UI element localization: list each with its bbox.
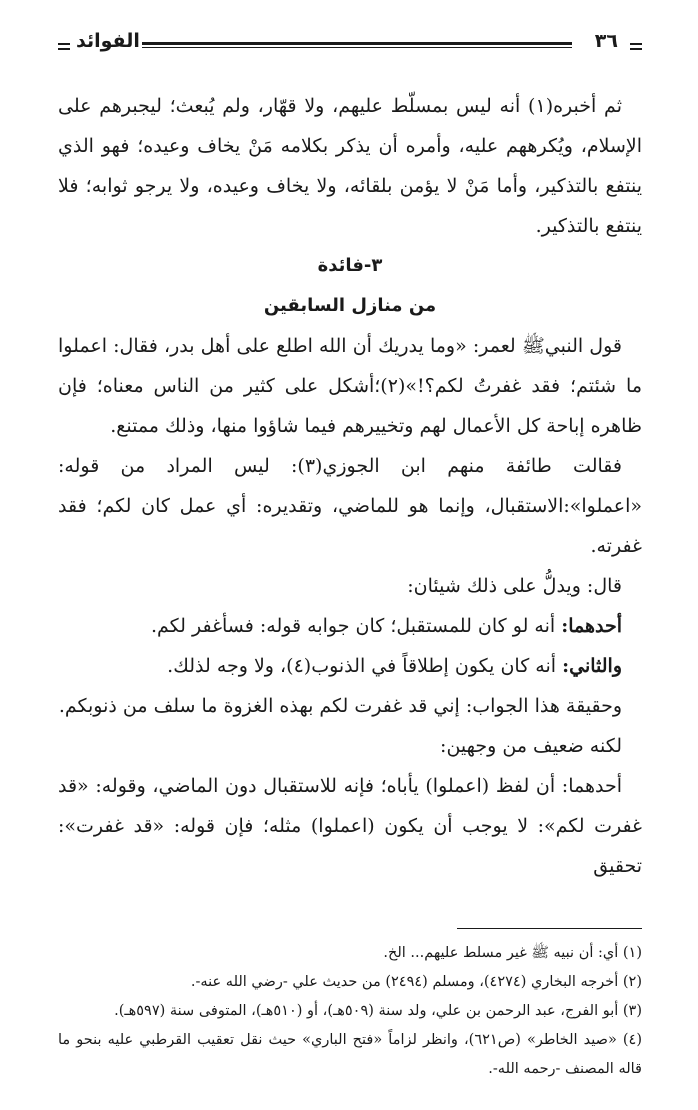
footnote-3: (٣) أبو الفرج، عبد الرحمن بن علي، ولد سنة (٥٠٩هـ)، أو (٥١٠هـ)، المتوفى سنة (٥٩٧هـ). — [114, 1003, 642, 1019]
footnote-1: (١) أي: أن نبيه ﷺ غير مسلط عليهم... الخ. — [383, 945, 642, 961]
paragraph-2: قول النبيﷺ لعمر: «وما يدريك أن الله اطلع على أهل بدر، فقال: اعملوا ما شئتم؛ فقد غفرتُ لكم؟!»(٢)؛أشكل على كثير من الناس معناه؛ فإن ظاهره إباحة كل الأعمال لهم وتخييرهم فيما شاؤوا منها، وذلك ممتنع. — [58, 335, 643, 437]
point-label-first: أحدهما: — [561, 615, 622, 637]
running-title: الفوائد — [76, 30, 140, 52]
paragraph-7: وحقيقة هذا الجواب: إني قد غفرت لكم بهذه الغزوة ما سلف من ذنوبكم. — [58, 695, 622, 717]
book-page — [58, 30, 642, 1084]
main-text — [58, 86, 642, 886]
point-text-first: أنه لو كان للمستقبل؛ كان جوابه قوله: فسأغفر لكم. — [150, 615, 562, 637]
header-right-dash — [630, 43, 642, 45]
paragraph-1: ثم أخبره(١) أنه ليس بمسلّط عليهم، ولا قهّار، ولم يُبعث؛ ليجبرهم على الإسلام، ويُكرههم عليه، وأمره أن يذكر بكلامه مَنْ يخاف وعيده؛ فهو الذي ينتفع بالتذكير، وأما مَنْ لا يؤمن بلقائه، ولا يخاف وعيده، ولا يرجو ثوابه؛ فلا ينتفع بالتذكير. — [58, 95, 642, 237]
point-label-second: والثاني: — [562, 655, 622, 677]
footnote-separator — [457, 928, 642, 929]
page-header — [58, 30, 642, 60]
paragraph-9: أحدهما: أن لفظ (اعملوا) يأباه؛ فإنه للاستقبال دون الماضي، وقوله: «قد غفرت لكم»: لا يوجب أن يكون (اعملوا) مثله؛ فإن قوله: «قد غفرت»: تحقيق — [58, 775, 642, 877]
footnote-4: (٤) «صيد الخاطر» (ص٦٢١)، وانظر لزاماً «فتح الباري» حيث نقل تعقيب القرطبي عليه بنحو ما قاله المصنف -رحمه الله-. — [58, 1032, 642, 1077]
paragraph-8: لكنه ضعيف من وجهين: — [440, 735, 622, 757]
paragraph-6 — [58, 646, 642, 686]
footnote-2: (٢) أخرجه البخاري (٤٢٧٤)، ومسلم (٢٤٩٤) من حديث علي -رضي الله عنه-. — [190, 974, 642, 990]
point-text-second: أنه كان يكون إطلاقاً في الذنوب(٤)، ولا وجه لذلك. — [167, 655, 563, 677]
paragraph-4: قال: ويدلُّ على ذلك شيئان: — [407, 575, 622, 597]
section-number-heading: ٣-فائدة — [317, 255, 383, 276]
header-rule — [142, 42, 572, 45]
footnotes — [58, 939, 642, 1084]
page-number: ٣٦ — [594, 30, 618, 52]
section-title-heading: من منازل السابقين — [263, 295, 437, 316]
header-left-dash — [58, 43, 70, 45]
paragraph-5 — [58, 606, 642, 646]
paragraph-3: فقالت طائفة منهم ابن الجوزي(٣): ليس المراد من قوله: «اعملوا»:الاستقبال، وإنما هو للماضي، وتقديره: أي عمل كان لكم؛ فقد غفرته. — [58, 455, 642, 557]
